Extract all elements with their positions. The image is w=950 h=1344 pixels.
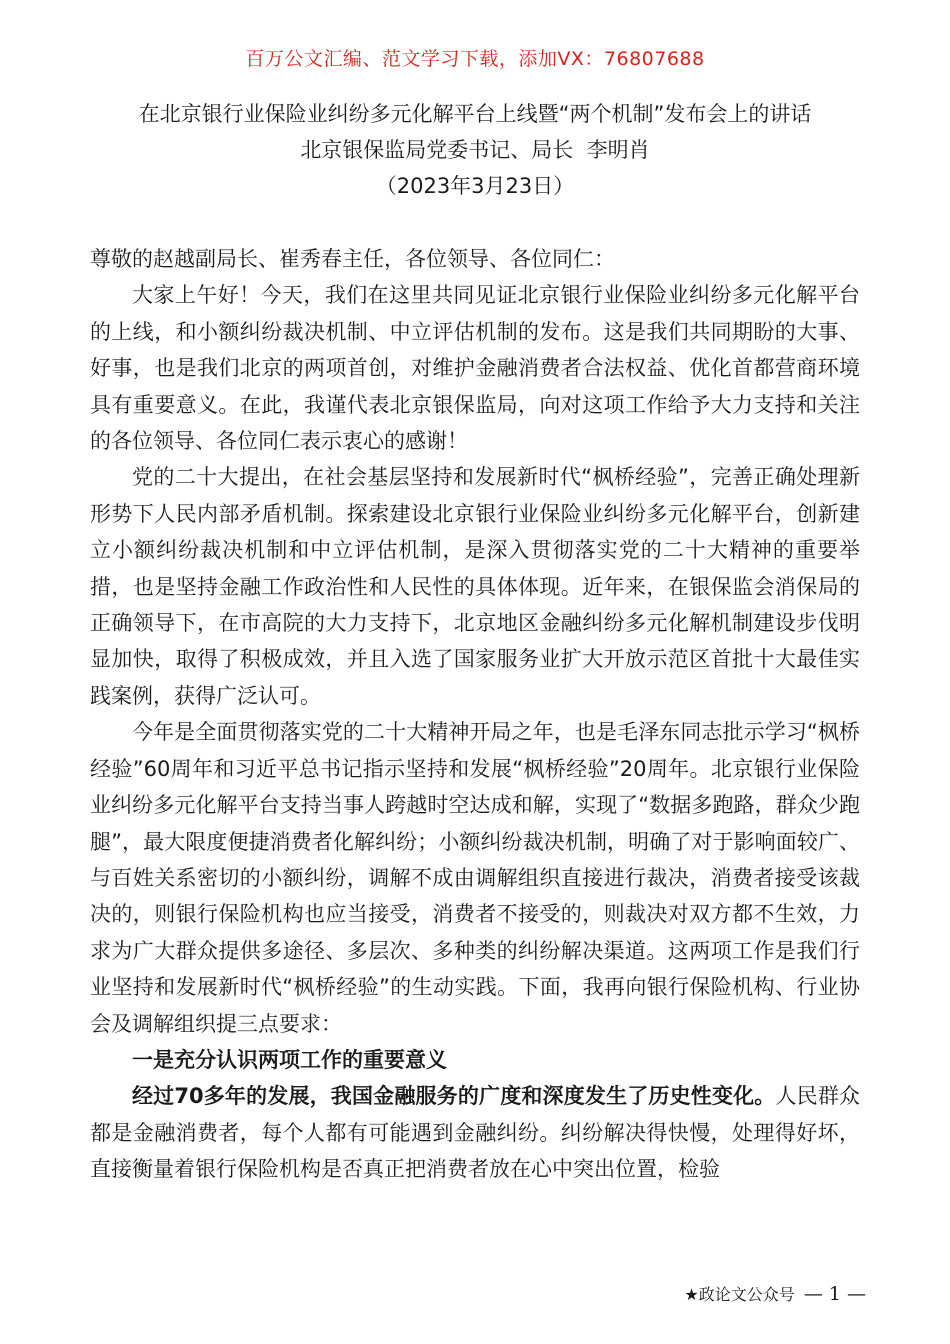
speech-body [90, 241, 860, 1188]
promo-banner: 百万公文汇编、范文学习下载，添加VX：76807688 [245, 48, 705, 70]
paragraph-4 [90, 1078, 860, 1187]
page-number: — 1 — [803, 1283, 866, 1305]
section-heading-1: 一是充分认识两项工作的重要意义 [132, 1047, 447, 1072]
page-footer [684, 1282, 866, 1305]
salutation: 尊敬的赵越副局长、崔秀春主任，各位领导、各位同仁： [90, 247, 615, 271]
paragraph-3: 今年是全面贯彻落实党的二十大精神开局之年，也是毛泽东同志批示学习“枫桥经验”60周年和习近平总书记指示坚持和发展“枫桥经验”20周年。北京银行业保险业纠纷多元化解平台支持当事人跨越时空达成和解，实现了“数据多跑路，群众少跑腿”，最大限度便捷消费者化解纠纷；小额纠纷裁决机制，明确了对于影响面较广、与百姓关系密切的小额纠纷，调解不成由调解组织直接进行裁决，消费者接受该裁决的，则银行保险机构也应当接受，消费者不接受的，则裁决对双方都不生效，力求为广大群众提供多途径、多层次、多种类的纠纷解决渠道。这两项工作是我们行业坚持和发展新时代“枫桥经验”的生动实践。下面，我再向银行保险机构、行业协会及调解组织提三点要求： [90, 720, 860, 1036]
speech-date: （2023年3月23日） [375, 174, 575, 198]
speech-header [0, 96, 950, 204]
paragraph-1: 大家上午好！今天，我们在这里共同见证北京银行业保险业纠纷多元化解平台的上线，和小额纠纷裁决机制、中立评估机制的发布。这是我们共同期盼的大事、好事，也是我们北京的两项首创，对维护金融消费者合法权益、优化首都营商环境具有重要意义。在此，我谨代表北京银保监局，向对这项工作给予大力支持和关注的各位领导、各位同仁表示衷心的感谢！ [90, 283, 860, 454]
speech-title: 在北京银行业保险业纠纷多元化解平台上线暨“两个机制”发布会上的讲话 [138, 102, 812, 126]
speaker-line: 北京银保监局党委书记、局长 李明肖 [300, 138, 650, 162]
paragraph-4-lead: 经过70多年的发展，我国金融服务的广度和深度发生了历史性变化。 [132, 1084, 776, 1109]
footer-source: ★政论文公众号 [684, 1285, 795, 1304]
paragraph-2: 党的二十大提出，在社会基层坚持和发展新时代“枫桥经验”，完善正确处理新形势下人民内部矛盾机制。探索建设北京银行业保险业纠纷多元化解平台，创新建立小额纠纷裁决机制和中立评估机制，是深入贯彻落实党的二十大精神的重要举措，也是坚持金融工作政治性和人民性的具体体现。近年来，在银保监会消保局的正确领导下，在市高院的大力支持下，北京地区金融纠纷多元化解机制建设步伐明显加快，取得了积极成效，并且入选了国家服务业扩大开放示范区首批十大最佳实践案例，获得广泛认可。 [90, 465, 860, 708]
paragraph-4-rest: 人民群众都是金融消费者，每个人都有可能遇到金融纠纷。纠纷解决得快慢，处理得好坏，直接衡量着银行保险机构是否真正把消费者放在心中突出位置，检验 [90, 1084, 860, 1182]
